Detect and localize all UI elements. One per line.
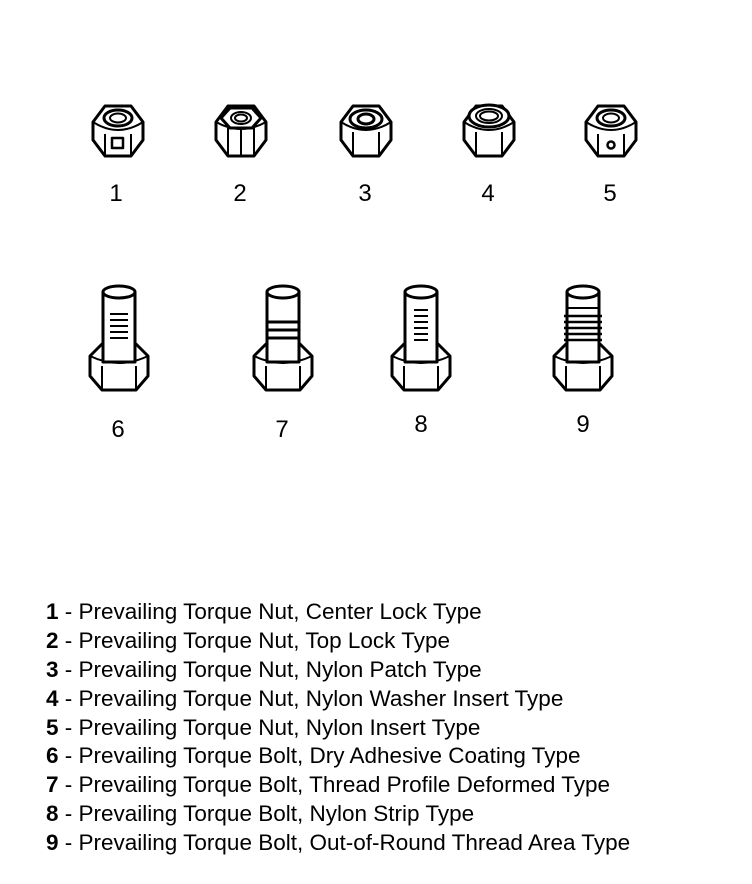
part-number-5: 5	[603, 180, 617, 207]
legend-item: 9 - Prevailing Torque Bolt, Out-of-Round Thread Area Type	[46, 830, 631, 856]
legend-item: 2 - Prevailing Torque Nut, Top Lock Type	[46, 627, 450, 653]
legend	[46, 598, 630, 858]
part-number-2: 2	[233, 180, 247, 207]
nut-1-center-lock	[87, 100, 149, 160]
nut-5-nylon-insert	[580, 100, 642, 160]
bolt-thread-profile-deformed-icon	[250, 284, 316, 394]
legend-item: 3 - Prevailing Torque Nut, Nylon Patch Type	[46, 656, 482, 682]
legend-item: 8 - Prevailing Torque Bolt, Nylon Strip Type	[46, 801, 475, 827]
part-number-6: 6	[111, 416, 125, 443]
legend-item: 4 - Prevailing Torque Nut, Nylon Washer Insert Type	[46, 685, 564, 711]
bolt-out-of-round-thread-icon	[550, 284, 616, 394]
nut-nylon-washer-insert-icon	[458, 98, 520, 160]
legend-item: 6 - Prevailing Torque Bolt, Dry Adhesive Coating Type	[46, 743, 581, 769]
part-number-4: 4	[481, 180, 495, 207]
part-number-1: 1	[109, 180, 123, 207]
part-number-9: 9	[576, 411, 590, 438]
nut-top-lock-icon	[210, 100, 272, 160]
nut-3-nylon-patch	[335, 100, 397, 160]
nut-2-top-lock	[210, 100, 272, 160]
legend-item: 7 - Prevailing Torque Bolt, Thread Profile Deformed Type	[46, 772, 611, 798]
bolt-nylon-strip-icon	[388, 284, 454, 394]
nut-nylon-insert-icon	[580, 100, 642, 160]
part-number-7: 7	[275, 416, 289, 443]
nut-center-lock-icon	[87, 100, 149, 160]
legend-item: 5 - Prevailing Torque Nut, Nylon Insert Type	[46, 714, 481, 740]
bolt-8-nylon-strip	[388, 284, 454, 394]
bolt-dry-adhesive-coating-icon	[86, 284, 152, 394]
nut-nylon-patch-icon	[335, 100, 397, 160]
bolt-6-dry-adhesive-coating	[86, 284, 152, 394]
nut-4-nylon-washer-insert	[458, 98, 520, 160]
part-number-3: 3	[358, 180, 372, 207]
part-number-8: 8	[414, 411, 428, 438]
bolt-7-thread-profile-deformed	[250, 284, 316, 394]
bolt-9-out-of-round-thread-area	[550, 284, 616, 394]
legend-item: 1 - Prevailing Torque Nut, Center Lock Type	[46, 599, 482, 624]
